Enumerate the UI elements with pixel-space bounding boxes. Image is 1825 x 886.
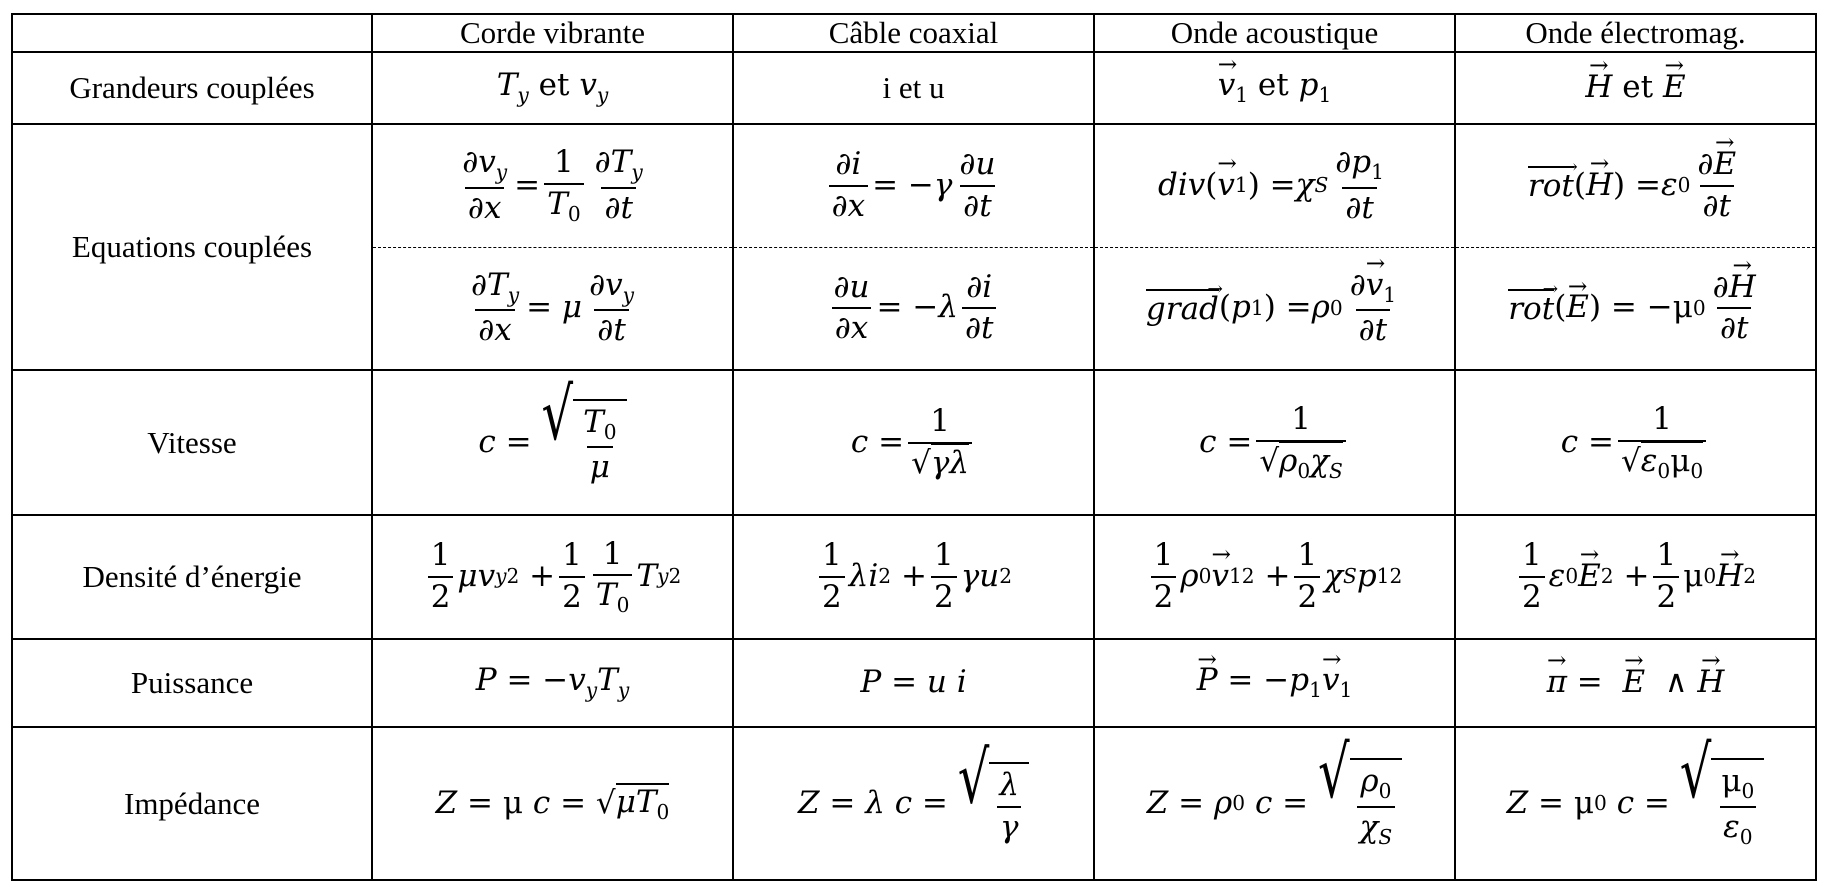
header-corner bbox=[12, 14, 372, 52]
eq-em-2: rot → ( → E ) = −μ 0 $\frac{\partial\to H}{\partial t}$ bbox=[1455, 247, 1816, 370]
comparison-table bbox=[11, 13, 1817, 881]
energy-em: $\frac{1}{2}$ ε 0 → E 2 + $\frac{1}{2}$ μ 0 → H 2 bbox=[1455, 515, 1816, 639]
eq-corde-1: $\frac{\partial v_y}{\partial x}$ = $\frac{1}{T_0}$ $\frac{\partial T_y}{\partial t}$ bbox=[372, 124, 733, 247]
eq-coax-1: $\frac{\partial i}{\partial x}$ = −γ $\frac{\partial u}{\partial t}$ bbox=[733, 124, 1094, 247]
eq-coax-2: $\frac{\partial u}{\partial x}$ = −λ $\frac{\partial i}{\partial t}$ bbox=[733, 247, 1094, 370]
power-corde: $P = -v_yT_y$ bbox=[372, 639, 733, 727]
row-label-coupled-quantities: Grandeurs couplées bbox=[12, 52, 372, 124]
row-energy-density bbox=[12, 515, 1816, 639]
impedance-acoustique: Z = ρ 0 c = √ $\frac{\rho_0}{\chi_S}$ bbox=[1094, 727, 1455, 880]
connector-text: et bbox=[1257, 67, 1289, 104]
row-label-coupled-equations: Equations couplées bbox=[12, 124, 372, 370]
impedance-em: Z = μ 0 c = √ $\frac{\mu_0}{\varepsilon_0}$ bbox=[1455, 727, 1816, 880]
row-label-power: Puissance bbox=[12, 639, 372, 727]
cell-coupled-em: → H et → E bbox=[1455, 52, 1816, 124]
power-coax: P = u i bbox=[733, 639, 1094, 727]
power-em: → π = → E ∧ → H bbox=[1455, 639, 1816, 727]
header-cable-coaxial: Câble coaxial bbox=[733, 14, 1094, 52]
header-corde-vibrante: Corde vibrante bbox=[372, 14, 733, 52]
speed-coax: c = $\frac{1}{√\gamma\lambda}$ bbox=[733, 370, 1094, 515]
eq-acoustique-1: div ( → v 1 ) = χ S $\frac{\partial p_1}{\partial t}$ bbox=[1094, 124, 1455, 247]
header-onde-electromag: Onde électromag. bbox=[1455, 14, 1816, 52]
connector-text: et bbox=[538, 67, 570, 104]
speed-em: c = $\frac{1}{√\varepsilon_0\mu_0}$ bbox=[1455, 370, 1816, 515]
energy-corde: $\frac{1}{2}$ μv y 2 + $\frac{1}{2}$ $\frac{1}{T_0}$ T y 2 bbox=[372, 515, 733, 639]
row-label-impedance: Impédance bbox=[12, 727, 372, 880]
row-label-energy-density: Densité d’énergie bbox=[12, 515, 372, 639]
header-onde-acoustique: Onde acoustique bbox=[1094, 14, 1455, 52]
row-impedance bbox=[12, 727, 1816, 880]
impedance-coax: Z = λ c = √ $\frac{\lambda}{\gamma}$ bbox=[733, 727, 1094, 880]
power-acoustique: → $P = -p_1\to v_1$ bbox=[1094, 639, 1455, 727]
row-speed bbox=[12, 370, 1816, 515]
cell-coupled-acoustique: → $v_1$ et $p_1$ bbox=[1094, 52, 1455, 124]
connector-text: et bbox=[1622, 69, 1654, 106]
cell-coupled-corde: $T_y$ et $v_y$ bbox=[372, 52, 733, 124]
eq-corde-2: $\frac{\partial T_y}{\partial x}$ = μ $\frac{\partial v_y}{\partial t}$ bbox=[372, 247, 733, 370]
row-power bbox=[12, 639, 1816, 727]
cell-coupled-coax: i et u bbox=[733, 52, 1094, 124]
energy-coax: $\frac{1}{2}$ λi 2 + $\frac{1}{2}$ γu 2 bbox=[733, 515, 1094, 639]
speed-corde: c = √ $\frac{T_0}{\mu}$ bbox=[372, 370, 733, 515]
row-coupled-equations-1 bbox=[12, 124, 1816, 247]
row-coupled-quantities bbox=[12, 52, 1816, 124]
speed-acoustique: c = $\frac{1}{√\rho_0\chi_S}$ bbox=[1094, 370, 1455, 515]
row-label-speed: Vitesse bbox=[12, 370, 372, 515]
eq-acoustique-2: grad → ( p 1 ) = ρ 0 $\frac{\partial\to v_1}{\partial t}$ bbox=[1094, 247, 1455, 370]
energy-acoustique: $\frac{1}{2}$ ρ 0 → v 1 2 + $\frac{1}{2}$ χ S p 1 2 bbox=[1094, 515, 1455, 639]
header-row bbox=[12, 14, 1816, 52]
impedance-corde: Z = μ c = √ $\mu T_0$ bbox=[372, 727, 733, 880]
eq-em-1: rot → ( → H ) = ε 0 $\frac{\partial\to E}{\partial t}$ bbox=[1455, 124, 1816, 247]
